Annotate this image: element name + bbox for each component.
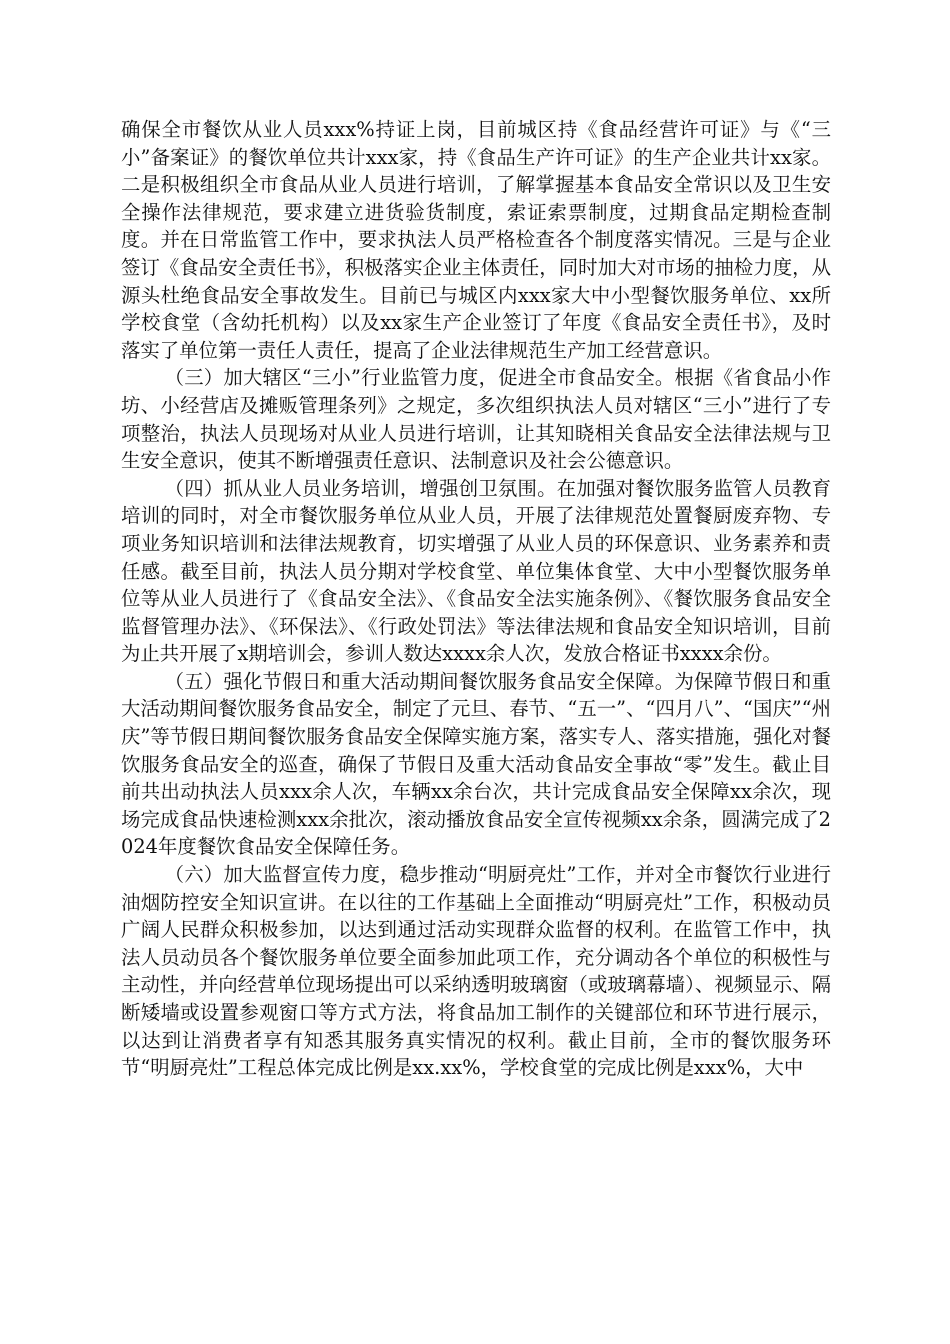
- paragraph-3: （四）抓从业人员业务培训，增强创卫氛围。在加强对餐饮服务监管人员教育培训的同时，对全市餐饮服务单位从业人员，开展了法律规范处置餐厨废弃物、专项业务知识培训和法律法规教育，切实增强了从业人员的环保意识、业务素养和责任感。截至目前，执法人员分期对学校食堂、单位集体食堂、大中小型餐饮服务单位等从业人员进行了《食品安全法》、《食品安全法实施条例》、《餐饮服务食品安全监督管理办法》、《环保法》、《行政处罚法》等法律法规和食品安全知识培训，目前为止共开展了x期培训会，参训人数达xxxx余人次，发放合格证书xxxx余份。: [121, 476, 831, 666]
- document-body: [121, 116, 831, 1082]
- paragraph-2: （三）加大辖区“三小”行业监管力度，促进全市食品安全。根据《省食品小作坊、小经营店及摊贩管理条列》之规定，多次组织执法人员对辖区“三小”进行了专项整治，执法人员现场对从业人员进行培训，让其知晓相关食品安全法律法规与卫生安全意识，使其不断增强责任意识、法制意识及社会公德意识。: [121, 366, 831, 473]
- paragraph-4: （五）强化节假日和重大活动期间餐饮服务食品安全保障。为保障节假日和重大活动期间餐饮服务食品安全，制定了元旦、春节、“五一”、“四月八”、“国庆”“州庆”等节假日期间餐饮服务食品安全保障实施方案，落实专人、落实措施，强化对餐饮服务食品安全的巡查，确保了节假日及重大活动食品安全事故“零”发生。截止目前共出动执法人员xxx余人次，车辆xx余台次，共计完成食品安全保障xx余次，现场完成食品快速检测xxx余批次，滚动播放食品安全宣传视频xx余条，圆满完成了2024年度餐饮食品安全保障任务。: [121, 669, 831, 859]
- paragraph-5: （六）加大监督宣传力度，稳步推动“明厨亮灶”工作，并对全市餐饮行业进行油烟防控安全知识宣讲。在以往的工作基础上全面推动“明厨亮灶”工作，积极动员广阔人民群众积极参加，以达到通过活动实现群众监督的权利。在监管工作中，执法人员动员各个餐饮服务单位要全面参加此项工作，充分调动各个单位的积极性与主动性，并向经营单位现场提出可以采纳透明玻璃窗（或玻璃幕墙）、视频显示、隔断矮墙或设置参观窗口等方式方法，将食品加工制作的关键部位和环节进行展示，以达到让消费者享有知悉其服务真实情况的权利。截止目前，全市的餐饮服务环节“明厨亮灶”工程总体完成比例是xx.xx%，学校食堂的完成比例是xxx%，大中: [121, 863, 831, 1080]
- paragraph-1: 确保全市餐饮从业人员xxx%持证上岗，目前城区持《食品经营许可证》与《“三小”备案证》的餐饮单位共计xxx家，持《食品生产许可证》的生产企业共计xx家。二是积极组织全市食品从业人员进行培训，了解掌握基本食品安全常识以及卫生安全操作法律规范，要求建立进货验货制度，索证索票制度，过期食品定期检查制度。并在日常监管工作中，要求执法人员严格检查各个制度落实情况。三是与企业签订《食品安全责任书》，积极落实企业主体责任，同时加大对市场的抽检力度，从源头杜绝食品安全事故发生。目前已与城区内xxx家大中小型餐饮服务单位、xx所学校食堂（含幼托机构）以及xx家生产企业签订了年度《食品安全责任书》，及时落实了单位第一责任人责任，提高了企业法律规范生产加工经营意识。: [121, 118, 831, 362]
